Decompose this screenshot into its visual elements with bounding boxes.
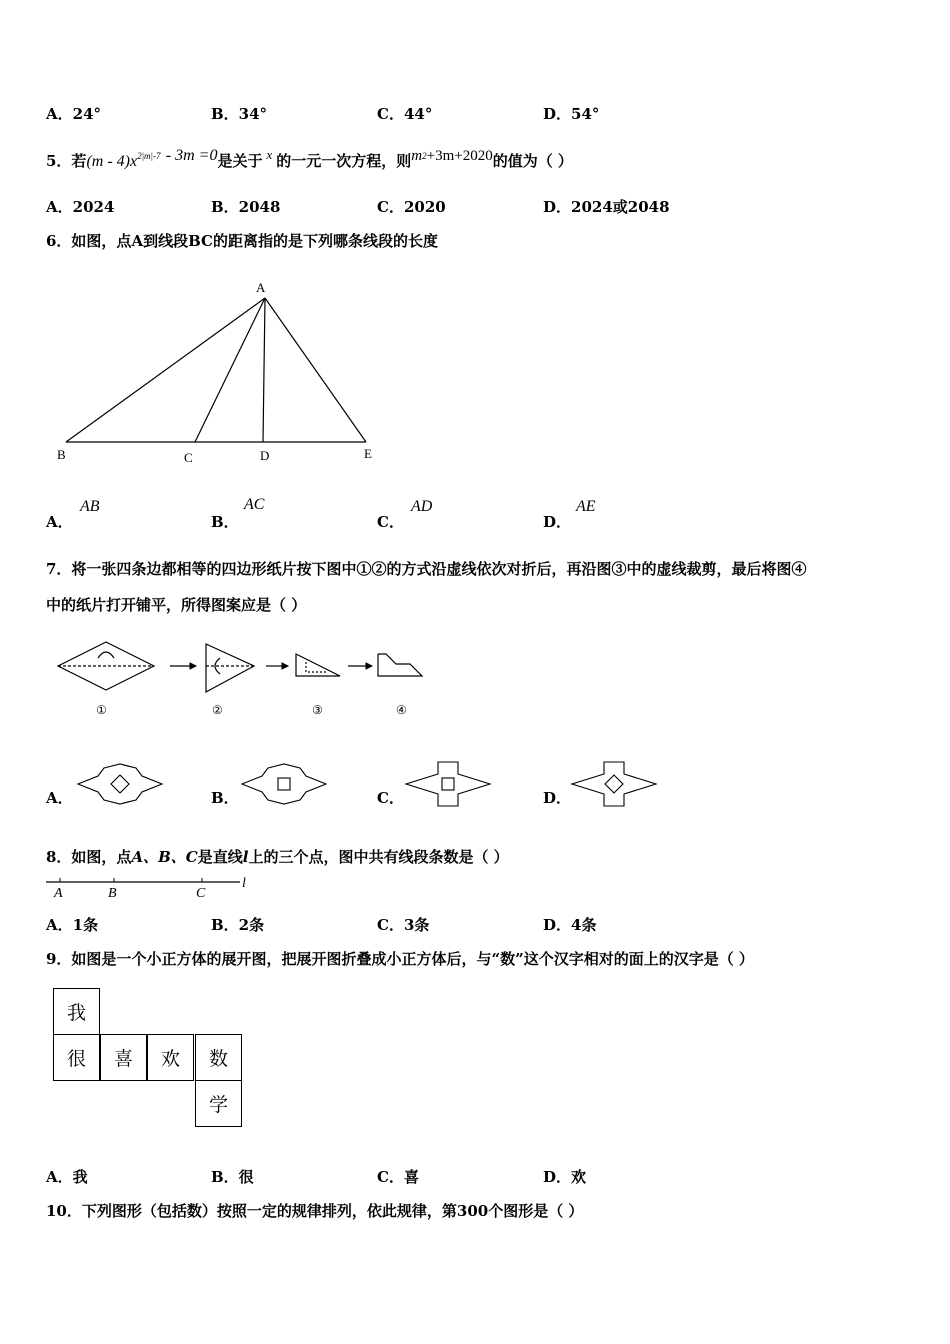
- q7-option-d-hole: [605, 775, 623, 793]
- q6-label-e: E: [364, 446, 372, 461]
- q9-option-a: A．我: [46, 1168, 88, 1186]
- q8-points: A、B、C: [131, 848, 198, 866]
- q6-option-d-value: AE: [576, 498, 596, 515]
- q7-option-c-hole: [442, 778, 454, 790]
- q7-option-a-figure: [74, 762, 166, 806]
- q6-segment-ab: [66, 298, 265, 442]
- q9-cell-xi: 喜: [100, 1034, 147, 1081]
- q6-triangle-figure: [50, 278, 390, 468]
- q8-pre: 8．如图，点: [46, 848, 132, 866]
- q5-mid2: 的一元一次方程，则: [276, 152, 412, 170]
- q6-option-d-letter: D．: [543, 513, 572, 531]
- q8-question: [46, 846, 509, 867]
- q8-line-name: l: [242, 848, 249, 866]
- q8-label-c: C: [196, 886, 206, 901]
- q7-step1-label: ①: [96, 703, 107, 717]
- q8-label-b: B: [108, 886, 117, 901]
- q6-label-b: B: [57, 447, 66, 462]
- q8-option-a: A．1条: [46, 916, 99, 934]
- q5-expr1-exponent: 2|m|-7: [137, 151, 161, 161]
- q7-option-d-letter: D．: [543, 789, 572, 807]
- q9-cell-wo: 我: [53, 988, 100, 1035]
- q7-option-b-letter: B．: [211, 789, 239, 807]
- q7-option-b-outline: [242, 764, 326, 804]
- q7-step3-label: ③: [312, 703, 323, 717]
- q7-arrow-head-1: [190, 663, 196, 669]
- q7-arrow-head-3: [366, 663, 372, 669]
- q8-post: 上的三个点，图中共有线段条数是（ ）: [248, 848, 509, 866]
- q8-line-figure: [44, 872, 259, 902]
- q7-step2-label: ②: [212, 703, 223, 717]
- q7-option-d-figure: [568, 760, 660, 808]
- q6-question: 6．如图，点A到线段BC的距离指的是下列哪条线段的长度: [46, 232, 438, 250]
- q5-expr1-tail: - 3m =0: [165, 147, 218, 164]
- q5-mid: 是关于: [217, 152, 263, 170]
- q7-step2-triangle: [206, 644, 254, 692]
- q8-label-l: l: [242, 876, 246, 891]
- q7-step3-triangle: [296, 654, 340, 676]
- q5-expr2-exponent: 2: [422, 151, 427, 161]
- q7-option-b-figure: [238, 762, 330, 806]
- q5-expr2: m: [411, 148, 423, 164]
- q9-cell-shu: 数: [195, 1034, 242, 1081]
- q6-label-a: A: [256, 280, 266, 295]
- q7-question-line1: 7．将一张四条边都相等的四边形纸片按下图中①②的方式沿虚线依次对折后，再沿图③中的虚线裁剪，最后将图④: [46, 560, 807, 578]
- q9-question: 9．如图是一个小正方体的展开图，把展开图折叠成小正方体后，与“数”这个汉字相对的面上的汉字是（ ）: [46, 950, 754, 968]
- q5-option-d: D．2024或2048: [543, 198, 670, 216]
- q5-option-c: C．2020: [377, 198, 446, 216]
- q4-option-c: C．44°: [377, 105, 433, 123]
- q5-expr2-tail: +3m+2020: [426, 148, 493, 164]
- q5-question: [46, 147, 573, 171]
- q5-option-a: A．2024: [46, 198, 115, 216]
- q6-segment-ad: [263, 298, 265, 442]
- q5-number: 5．若: [46, 152, 87, 170]
- q7-option-c-letter: C．: [377, 789, 404, 807]
- q8-option-b: B．2条: [211, 916, 265, 934]
- q7-arrow-head-2: [282, 663, 288, 669]
- q6-segment-ac: [195, 298, 265, 442]
- q8-mid: 是直线: [197, 848, 243, 866]
- q9-cell-xue: 学: [195, 1080, 242, 1127]
- q7-option-b-hole: [278, 778, 290, 790]
- q6-option-b-letter: B．: [211, 513, 239, 531]
- q7-folding-steps: [50, 636, 440, 722]
- q8-option-c: C．3条: [377, 916, 430, 934]
- q7-step4-shape: [378, 654, 422, 676]
- q7-step1-fold-arrow: [98, 652, 114, 658]
- q9-option-b: B．很: [211, 1168, 254, 1186]
- q6-option-c-value: AD: [411, 498, 433, 515]
- q7-question-line2: 中的纸片打开铺平，所得图案应是（ ）: [46, 596, 307, 614]
- q4-option-b: B．34°: [211, 105, 268, 123]
- q7-option-a-letter: A．: [46, 789, 73, 807]
- q7-option-c-figure: [402, 760, 494, 808]
- q5-end: 的值为（ ）: [492, 152, 573, 170]
- q6-label-c: C: [184, 450, 193, 465]
- q5-expr1-base: (m - 4)x: [86, 153, 138, 170]
- q9-option-c: C．喜: [377, 1168, 419, 1186]
- q6-segment-ae: [265, 298, 366, 442]
- q9-option-d: D．欢: [543, 1168, 587, 1186]
- q7-step4-label: ④: [396, 703, 407, 717]
- q6-label-d: D: [260, 448, 270, 463]
- q5-option-b: B．2048: [211, 198, 281, 216]
- q6-option-a-value: AB: [80, 498, 100, 515]
- q6-option-a-letter: A．: [46, 513, 73, 531]
- q6-option-b-value: AC: [244, 496, 265, 513]
- q4-option-d: D．54°: [543, 105, 600, 123]
- q6-option-c-letter: C．: [377, 513, 404, 531]
- q9-cell-huan: 欢: [147, 1034, 194, 1081]
- q8-option-d: D．4条: [543, 916, 597, 934]
- q7-option-a-outline: [78, 764, 162, 804]
- q9-cell-hen: 很: [53, 1034, 100, 1081]
- q5-var: x: [266, 147, 273, 162]
- q4-option-a: A．24°: [46, 105, 102, 123]
- q8-label-a: A: [54, 886, 63, 901]
- q7-option-c-outline: [406, 762, 490, 806]
- q10-question: 10．下列图形（包括数）按照一定的规律排列，依此规律，第300个图形是（ ）: [46, 1202, 584, 1220]
- q7-option-a-hole: [111, 775, 129, 793]
- q7-option-d-outline: [572, 762, 656, 806]
